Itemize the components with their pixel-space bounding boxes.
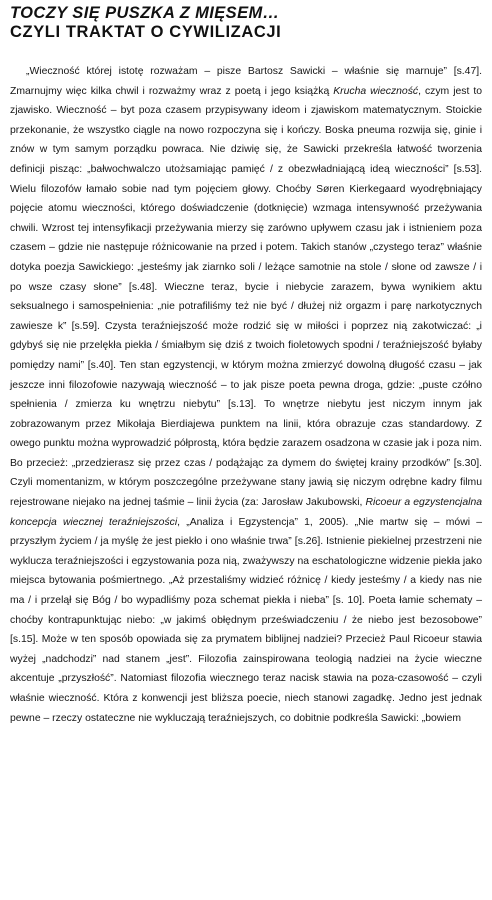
body-text-3: , „Analiza i Egzystencja” 1, 2005). „Nie martw się – mówi – przyszłym życiem / ja myślę że jest piekło i ono właśnie trwa” [s.26]. Istnienie piekielnej przestrzeni nie wyklucza teraźniejszości i egzystowania poza nią, zważywszy na eschatologiczne widzenie piekła jako miejsca bytowania pośmiertnego. „Aż przestaliśmy widzieć różnicę / kiedy jesteśmy / a kiedy nas nie ma / i przelął się Bóg / bo wypadliśmy poza schemat piekła i nieba” [s. 10]. Poeta łamie schematy – choćby kontrapunktując niebo: „w jakimś obłędnym przeświadczeniu / że niebo jest bezosobowe” [s.15]. Może w ten sposób opowiada się za prymatem biblijnej nadziei? Przecież Paul Ricoeur stawia wyżej „nadchodzi” nad stanem „jest”. Filozofia zainspirowana teologią nadziei na życie wieczne akcentuje „przyszłość”. Natomiast filozofia wiecznego teraz nacisk stawia na poza-czasowość – czyli właśnie wieczność. Która z konwencji jest bliższa poecie, niech stanowi zagadkę. Jedno jest jednak pewne – rzeczy ostateczne nie wykluczają teraźniejszych, co dobitnie podkreśla Sawicki: „bowiem xyxy=(10,516,482,724)
body-text-1: „Wieczność której istotę rozważam – pisze Bartosz Sawicki – właśnie się marnuje” [s.47]. Zmarnujmy więc kilka chwil i rozważmy wraz z poetą i jego książką xyxy=(10,66,482,97)
cited-work-title: Ricoeur a egzystencjalna koncepcja wiecznej teraźniejszości xyxy=(10,497,483,528)
article-title: TOCZY SIĘ PUSZKA Z MIĘSEM… xyxy=(10,4,280,22)
article-body xyxy=(10,62,482,728)
article-subtitle: CZYLI TRAKTAT O CYWILIZACJI xyxy=(10,23,282,41)
book-title: Krucha wieczność xyxy=(333,85,419,97)
body-text-2: , czym jest to zjawisko. Wieczność – byt poza czasem przypisywany ideom i zjawiskom matematycznym. Stoickie przekonanie, że wszystko ciągle na nowo rozpoczyna się i kończy. Boska pneuma rozwija się, ginie i znów w tym samym porządku powraca. Nie dziwię się, że Sawicki przekreśla łatwość tworzenia definicji pisząc: „bałwochwalczo utożsamiając pamięć / z obezwładniającą ideą wieczności” [s.53]. Wielu filozofów łamało sobie nad tym pojęciem głowy. Choćby Søren Kierkegaard wyodrębniający pojęcie atomu wieczności, którego doświadczenie (dotknięcie) wzmaga intensywność przeżywania chwili. Wzrost tej intensyfikacji przeżywania mierzy się zarówno upływem czasu jak i istnieniem poza czasem – gdzie nie następuje różnicowanie na przed i potem. Takich stanów „czystego teraz” właśnie dotyka poezja Sawickiego: „jesteśmy jak ziarnko soli / leżące samotnie na stole / słone od zawsze / i po wsze czasy słone” [s.48]. Wieczne teraz, bycie i niebycie zarazem, bywa wynikiem aktu seksualnego i samospełnienia: „nie potrafiliśmy też nie być / dłużej niż orgazm i parę narkotycznych zawiesze k” [s.59]. Czysta teraźniejszość może rodzić się w miłości i poprzez nią zakotwiczać: „i gdybyś się nie przelękła piekła / śmiałbym się dziś z twoich fioletowych spodni / teraźniejszość byłaby pomiędzy nami” [s.40]. Ten stan egzystencji, w którym można zmierzyć dowolną długość czasu – jak jeszcze inni filozofowie nazywają wieczność – to jak pisze poeta pewna droga, gdzie: „puste czółno spełnienia / zmierza ku wnętrzu niebytu” [s.13]. To wnętrze niebytu jest niczym innym jak zobrazowanym przez Mikołaja Bierdiajewa punktem na linii, która obrazuje czas standardowy. Z owego punktu można wyprowadzić półprostą, która będzie zarazem osadzona w czasie jak i poza nim. Bo przecież: „przedzierasz się przez czas / podążając za dymem do świętej krainy przodków” [s.30]. Czyli momentanizm, w którym poszczególne przeżywane stany jawią się niczym odrębne kadry filmu rejestrowane niejako na jednej taśmie – linii życia (za: Jarosław Jakubowski, xyxy=(10,85,483,509)
